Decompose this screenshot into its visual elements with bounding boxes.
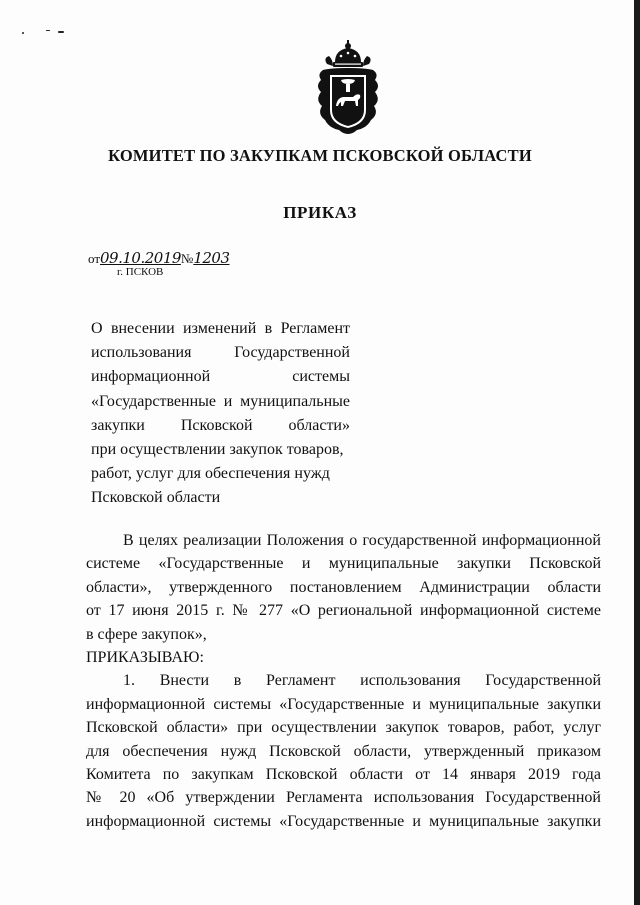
body-line: для обеспечения нужд Псковской области, утвержденный приказом (86, 742, 601, 760)
body-line: системе «Государственные и муниципальные закупки Псковской (86, 555, 601, 573)
subject-line: при осуществлении закупок товаров, (91, 441, 344, 459)
subject-line: информационной системы (91, 368, 350, 386)
body-line: информационной системы «Государственные и муниципальные закупки (86, 812, 601, 830)
committee-name: КОМИТЕТ ПО ЗАКУПКАМ ПСКОВСКОЙ ОБЛАСТИ (108, 146, 532, 165)
body-line: области», утвержденного постановлением Администрации области (86, 578, 601, 596)
city-label: г. ПСКОВ (117, 266, 164, 278)
body-line: в сфере закупок», (86, 625, 207, 643)
body-line: № 20 «Об утверждении Регламента использования Государственной (86, 789, 601, 807)
subject-line: Псковской области (91, 489, 221, 507)
body-line: 1. Внести в Регламент использования Государственной (123, 672, 601, 690)
document-title: ПРИКАЗ (283, 203, 357, 222)
body-line: Псковской области» при осуществлении закупок товаров, работ, услуг (86, 719, 601, 737)
date-prefix: от (88, 251, 101, 266)
number-prefix: № (180, 251, 194, 266)
pskov-coat-of-arms-icon (313, 40, 383, 140)
subject-line: «Государственные и муниципальные (91, 392, 350, 410)
order-date-number (88, 250, 230, 267)
order-number: 1203 (193, 249, 230, 267)
subject-line: О внесении изменений в Регламент (91, 320, 350, 337)
order-subject (91, 317, 350, 511)
scan-edge (634, 0, 640, 905)
body-line: В целях реализации Положения о государственной информационной (123, 532, 601, 549)
body-line: Комитета по закупкам Псковской области от 14 января 2019 года (86, 766, 601, 784)
order-date: 09.10.2019 (100, 249, 181, 267)
subject-line: использования Государственной (91, 344, 350, 362)
body-line: информационной системы «Государственные и муниципальные закупки (86, 695, 601, 713)
directive-heading: ПРИКАЗЫВАЮ: (86, 649, 204, 667)
body-line: от 17 июня 2015 г. № 277 «О региональной информационной системе (86, 602, 601, 620)
order-body (86, 529, 601, 833)
subject-line: закупки Псковской области» (91, 416, 350, 434)
subject-line: работ, услуг для обеспечения нужд (91, 465, 330, 483)
